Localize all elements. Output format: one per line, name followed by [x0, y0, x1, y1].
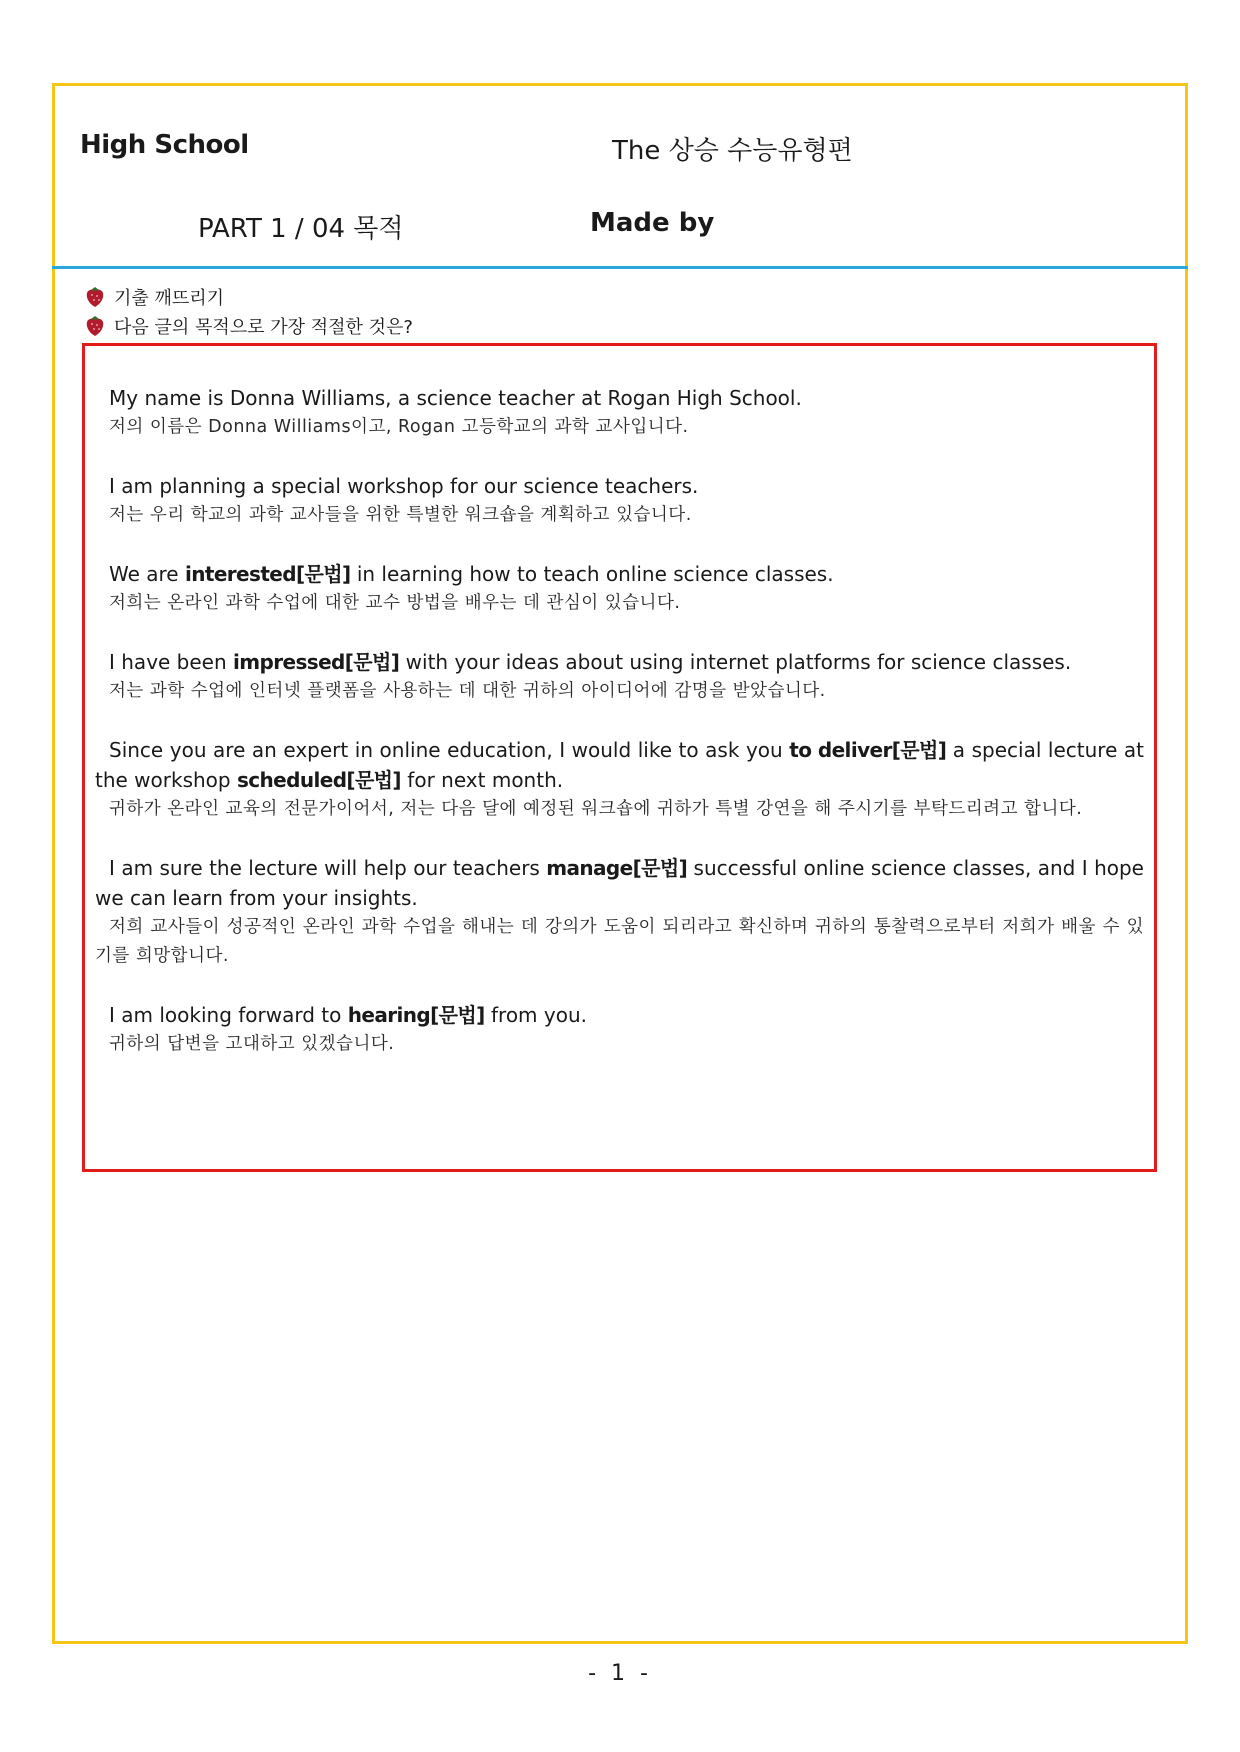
sentence-text: from you. — [484, 1003, 588, 1027]
passage-paragraph — [95, 471, 1144, 530]
korean-translation: 저의 이름은 Donna Williams이고, Rogan 고등학교의 과학 교사입니다. — [109, 417, 689, 437]
sentence-text: I am sure the lecture will help our teachers — [109, 856, 547, 880]
sentence-text: I am looking forward to — [109, 1003, 348, 1027]
passage-paragraph — [95, 853, 1144, 971]
english-sentence — [95, 853, 1144, 913]
sentence-text: in learning how to teach online science classes. — [350, 562, 834, 586]
sentence-text: a special lecture at the workshop — [95, 738, 1145, 792]
korean-translation: 귀하의 답변을 고대하고 있겠습니다. — [109, 1034, 395, 1054]
passage-paragraph — [95, 647, 1144, 706]
passage-paragraph — [95, 1000, 1144, 1059]
book-title: The 상승 수능유형편 — [612, 136, 853, 166]
korean-translation: 저희는 온라인 과학 수업에 대한 교수 방법을 배우는 데 관심이 있습니다. — [109, 593, 681, 613]
grammar-keyword: interested[문법] — [184, 562, 351, 586]
grammar-keyword: hearing[문법] — [347, 1003, 485, 1027]
section-label-line — [84, 284, 224, 310]
sentence-text: Since you are an expert in online education, I would like to ask you — [109, 738, 790, 762]
section-label: 기출 깨뜨리기 — [114, 288, 225, 309]
korean-translation: 저는 우리 학교의 과학 교사들을 위한 특별한 워크숍을 계획하고 있습니다. — [109, 505, 692, 525]
sentence-text: I am planning a special workshop for our science teachers. — [109, 474, 699, 498]
grammar-keyword: scheduled[문법] — [236, 768, 401, 792]
english-sentence — [95, 559, 1144, 589]
korean-translation: 저희 교사들이 성공적인 온라인 과학 수업을 해내는 데 강의가 도움이 되리라고 확신하며 귀하의 통찰력으로부터 저희가 배울 수 있기를 희망합니다. — [95, 917, 1144, 966]
strawberry-icon — [84, 285, 106, 309]
english-sentence — [95, 647, 1144, 677]
grammar-keyword: to deliver[문법] — [789, 738, 947, 762]
school-label: High School — [80, 130, 249, 160]
passage-box — [82, 343, 1157, 1172]
sentence-text: successful online science classes, and I hope we can learn from your insights. — [95, 856, 1144, 910]
english-sentence — [95, 735, 1144, 795]
english-sentence — [95, 471, 1144, 501]
grammar-keyword: manage[문법] — [546, 856, 688, 880]
sentence-text: My name is Donna Williams, a science teacher at Rogan High School. — [109, 386, 802, 410]
passage-paragraph — [95, 559, 1144, 618]
grammar-keyword: impressed[문법] — [233, 650, 400, 674]
question-line — [84, 313, 413, 339]
passage-paragraph — [95, 383, 1144, 442]
english-sentence — [95, 1000, 1144, 1030]
part-label: PART 1 / 04 목적 — [198, 214, 404, 244]
sentence-text: We are — [109, 562, 185, 586]
passage-paragraph — [95, 735, 1144, 824]
sentence-text: with your ideas about using internet platforms for science classes. — [399, 650, 1072, 674]
sentence-text: I have been — [109, 650, 234, 674]
korean-translation: 귀하가 온라인 교육의 전문가이어서, 저는 다음 달에 예정된 워크숍에 귀하가 특별 강연을 해 주시기를 부탁드리려고 합니다. — [109, 799, 1083, 819]
sentence-text: for next month. — [400, 768, 564, 792]
strawberry-icon — [84, 314, 106, 338]
made-by-label: Made by — [590, 208, 715, 238]
question-text: 다음 글의 목적으로 가장 적절한 것은? — [114, 317, 413, 338]
english-sentence — [95, 383, 1144, 413]
header-divider — [52, 266, 1188, 269]
korean-translation: 저는 과학 수업에 인터넷 플랫폼을 사용하는 데 대한 귀하의 아이디어에 감명을 받았습니다. — [109, 681, 826, 701]
page-number: - 1 - — [588, 1661, 652, 1686]
